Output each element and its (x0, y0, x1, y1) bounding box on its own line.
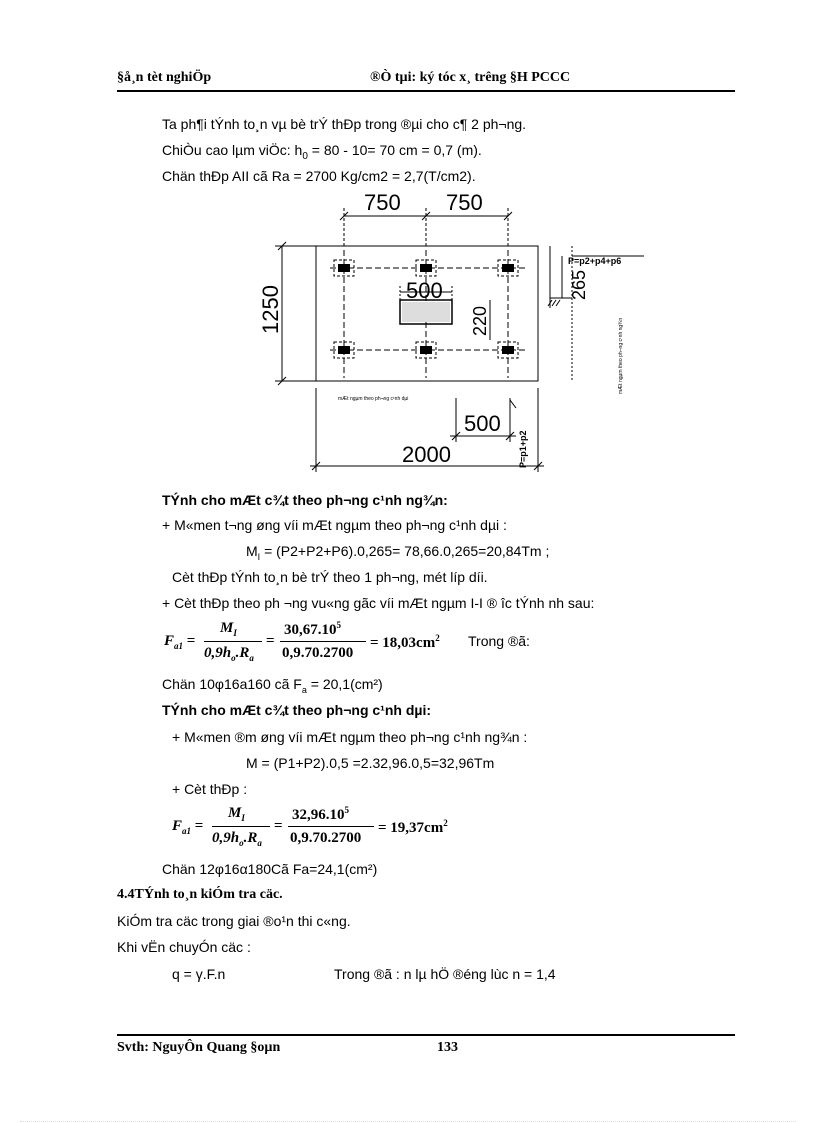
paragraph: + M«men t¬ng øng víi mÆt ngµm theo ph¬ng c¹nh dµi : (162, 517, 507, 533)
dim-bottom-500: 500 (464, 411, 501, 436)
dim-bottom-2000: 2000 (402, 442, 451, 467)
formula-den: $0,9h_o.R_a$ (212, 830, 262, 848)
bottom-section-label: mÆt ngµm theo ph¬ng c¹nh dµi (338, 396, 409, 402)
foundation-drawing (250, 188, 650, 480)
paragraph: M = (P1+P2).0,5 =2.32,96.0,5=32,96Tm (246, 755, 495, 771)
paragraph (162, 142, 482, 162)
formula-tail: Trong ®ã: (468, 633, 530, 649)
formula-lhs: $F_{a1}$ = (164, 633, 196, 651)
dim-inner-h: 500 (406, 278, 443, 303)
equals: = (274, 818, 283, 834)
section-heading: TÝnh cho mÆt c¾t theo ph¬ng c¹nh dµi: (162, 702, 432, 718)
formula-num: $M_I$ (220, 620, 237, 638)
fraction-bar (288, 826, 374, 827)
formula-lhs: $F_{a1}$ = (172, 818, 204, 836)
equals: = (266, 633, 275, 649)
text: = 20,1(cm²) (306, 676, 383, 692)
paragraph: Khi vËn chuyÓn cäc : (117, 939, 251, 955)
text: 0 (302, 150, 308, 162)
pile (338, 346, 350, 354)
formula-result: = $18,03cm^2$ (370, 633, 440, 651)
paragraph: + M«men ®m øng víi mÆt ngµm theo ph¬ng c¹nh ng¾n : (172, 729, 528, 745)
paragraph (246, 543, 549, 562)
section-heading: 4.4TÝnh to¸n kiÓm tra cäc. (117, 887, 283, 902)
dim-top-left: 750 (364, 190, 401, 215)
dim-left: 1250 (258, 285, 283, 334)
dim-top-right: 750 (446, 190, 483, 215)
text: ChiÒu cao lµm viÖc: h (162, 142, 303, 158)
pile (502, 264, 514, 272)
paragraph: q = γ.F.n (172, 966, 226, 982)
paragraph (162, 676, 383, 695)
header-right: ®Ò tµi: ký tóc x¸ trêng §H PCCC (370, 70, 571, 85)
text: = 80 - 10= 70 cm = 0,7 (m). (307, 142, 482, 158)
paragraph: Chän thÐp AII cã Ra = 2700 Kg/cm2 = 2,7(T/cm2). (162, 168, 476, 184)
text: = (P2+P2+P6).0,265= 78,66.0,265=20,84Tm ; (260, 543, 550, 559)
paragraph: Ta ph¶i tÝnh to¸n vµ bè trÝ thÐp trong ®µi cho c¶ 2 ph¬ng. (162, 116, 527, 132)
paragraph: + Cèt thÐp theo ph ¬ng vu«ng gãc víi mÆt ngµm I-I ® îc tÝnh nh sau: (162, 595, 595, 611)
text: a (301, 684, 307, 695)
text: I (257, 551, 261, 562)
footer-rule (117, 1034, 735, 1036)
fraction-bar (280, 641, 366, 642)
text: M (246, 543, 258, 559)
column-hatch (402, 302, 450, 322)
paragraph: Cèt thÐp tÝnh to¸n bè trÝ theo 1 ph¬ng, mét líp díi. (172, 569, 488, 585)
formula-num: 30,67.10$^5$ (284, 620, 341, 638)
formula-den: 0,9.70.2700 (282, 645, 354, 661)
bottom-load-label: P=p1+p2 (518, 430, 528, 468)
dim-side: 265 (569, 269, 589, 300)
fraction-bar (212, 826, 270, 827)
text: Chän 10φ16a160 cã F (162, 676, 302, 692)
paragraph: Trong ®ã : n lµ hÖ ®éng lùc n = 1,4 (334, 966, 556, 982)
formula-den: $0,9h_o.R_a$ (204, 645, 254, 663)
paragraph: Chän 12φ16α180Cã Fa=24,1(cm²) (162, 861, 378, 877)
dim-inner-v: 220 (470, 305, 490, 336)
formula-result: = $19,37cm^2$ (378, 818, 448, 836)
page-edge (20, 1121, 796, 1122)
fraction-bar (204, 641, 262, 642)
formula-num: $M_I$ (228, 805, 245, 823)
formula-den: 0,9.70.2700 (290, 830, 362, 846)
pile (420, 264, 432, 272)
load-label: P=p2+p4+p6 (568, 256, 622, 266)
footer-author: Svth: NguyÔn Quang §oµn (117, 1040, 281, 1055)
section-heading: TÝnh cho mÆt c¾t theo ph¬ng c¹nh ng¾n: (162, 492, 448, 508)
page-number: 133 (437, 1040, 458, 1055)
pile (502, 346, 514, 354)
paragraph: + Cèt thÐp : (172, 781, 248, 797)
paragraph: KiÓm tra cäc trong giai ®o¹n thi c«ng. (117, 913, 351, 929)
header-left: §å¸n tèt nghiÖp (117, 70, 212, 85)
header-rule (117, 90, 735, 92)
pile (338, 264, 350, 272)
formula-num: 32,96.10$^5$ (292, 805, 349, 823)
side-section-label: mÆt ngµm theo ph¬ng c¹nh ng¾n (618, 317, 624, 394)
pile (420, 346, 432, 354)
